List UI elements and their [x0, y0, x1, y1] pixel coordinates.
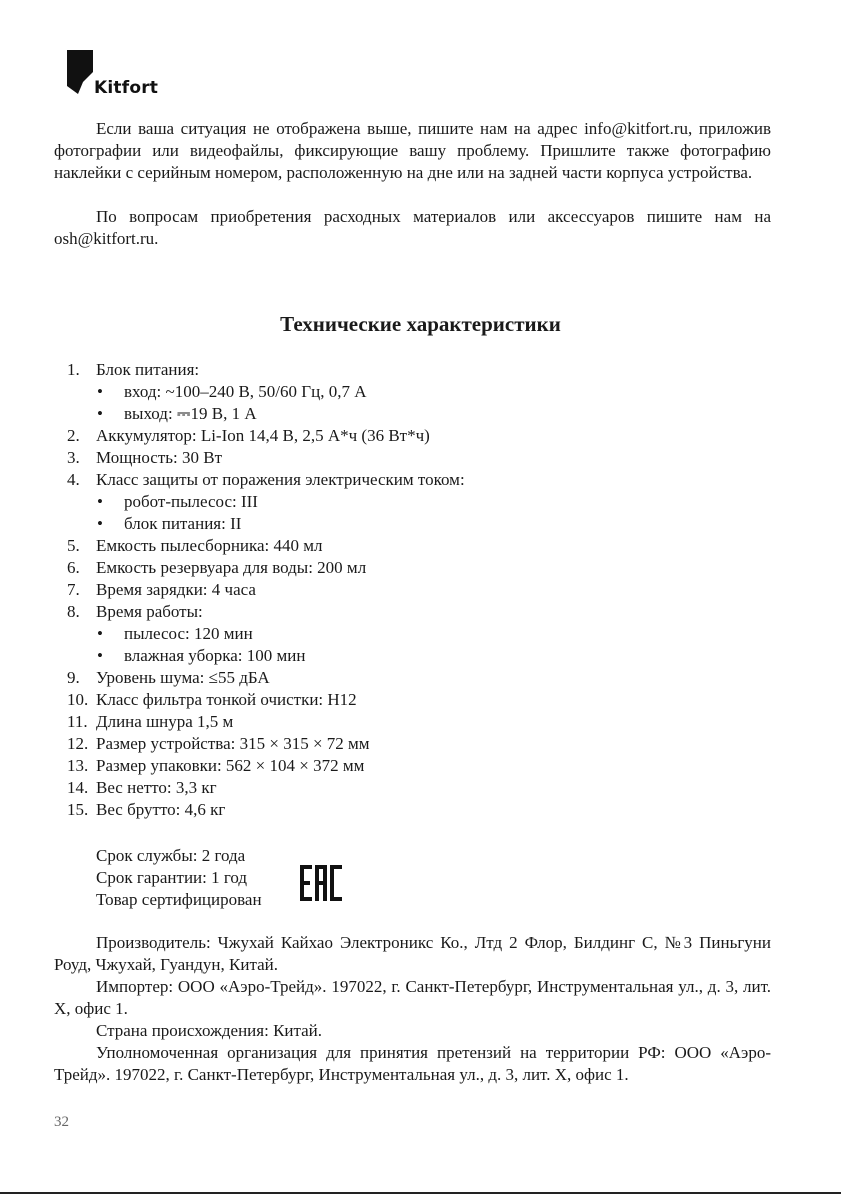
authorized-organization-info: Уполномоченная организация для принятия претензий на территории РФ: ООО «Аэро-Трейд». 197022, г. Санкт-Петербург, Инструментальная ул., д. 3, лит. Х, офис 1. [54, 1043, 771, 1084]
spec-number: 9. [67, 668, 80, 687]
spec-subitem-text: вход: ~100–240 В, 50/60 Гц, 0,7 А [124, 382, 367, 401]
spec-text: Емкость резервуара для воды: 200 мл [96, 558, 367, 577]
kitfort-logo [67, 50, 177, 100]
spec-number: 15. [67, 800, 89, 819]
bullet: • [97, 646, 103, 665]
spec-number: 11. [67, 712, 88, 731]
page-title: Технические характеристики [280, 312, 561, 336]
certification-note: Товар сертифицирован [96, 890, 262, 909]
spec-subitem-text: выход: ⎓19 В, 1 А [124, 404, 257, 423]
spec-text: Время зарядки: 4 часа [96, 580, 256, 599]
spec-number: 5. [67, 536, 80, 555]
spec-item [67, 579, 787, 601]
spec-subitem [67, 513, 787, 535]
spec-text: Длина шнура 1,5 м [96, 712, 234, 731]
spec-number: 8. [67, 602, 80, 621]
spec-text: Время работы: [96, 602, 203, 621]
spec-text: Мощность: 30 Вт [96, 448, 223, 467]
service-life: Срок службы: 2 года [96, 846, 246, 865]
spec-item [67, 557, 787, 579]
spec-item [67, 667, 787, 689]
page-number: 32 [54, 1114, 69, 1130]
spec-subitem [67, 623, 787, 645]
eac-mark-icon [300, 865, 342, 901]
bullet: • [97, 382, 103, 401]
spec-text: Класс защиты от поражения электрическим током: [96, 470, 465, 489]
spec-subitem [67, 381, 787, 403]
spec-item [67, 447, 787, 469]
spec-text: Блок питания: [96, 360, 200, 379]
spec-item [67, 711, 787, 733]
spec-item [67, 359, 787, 381]
spec-item [67, 799, 787, 821]
logo-wordmark: Kitfort [94, 78, 159, 98]
bullet: • [97, 492, 103, 511]
spec-number: 3. [67, 448, 80, 467]
spec-subitem-text: влажная уборка: 100 мин [124, 646, 306, 665]
terms-block [96, 845, 262, 911]
spec-subitem-text: робот-пылесос: III [124, 492, 258, 511]
spec-subitem-text: пылесос: 120 мин [124, 624, 253, 643]
spec-text: Емкость пылесборника: 440 мл [96, 536, 323, 555]
spec-number: 13. [67, 756, 89, 775]
warranty-period: Срок гарантии: 1 год [96, 868, 248, 887]
spec-subitem [67, 491, 787, 513]
spec-text: Размер упаковки: 562 × 104 × 372 мм [96, 756, 365, 775]
spec-number: 12. [67, 734, 89, 753]
spec-text: Уровень шума: ≤55 дБА [96, 668, 270, 687]
spec-number: 6. [67, 558, 80, 577]
spec-text: Класс фильтра тонкой очистки: H12 [96, 690, 357, 709]
spec-item [67, 425, 787, 447]
spec-item [67, 535, 787, 557]
spec-item [67, 733, 787, 755]
contact-paragraph: Если ваша ситуация не отображена выше, пишите нам на адрес info@kitfort.ru, приложив фотографии или видеофайлы, фиксирующие вашу проблему. Пришлите также фотографию наклейки с серийным номером, расположенную на дне или на задней части корпуса устройства. [54, 119, 771, 182]
origin-info: Страна происхождения: Китай. [96, 1021, 323, 1040]
bullet: • [97, 624, 103, 643]
spec-number: 4. [67, 470, 80, 489]
spec-number: 7. [67, 580, 80, 599]
spec-item [67, 601, 787, 623]
spec-item [67, 777, 787, 799]
spec-subitem [67, 645, 787, 667]
accessories-paragraph: По вопросам приобретения расходных материалов или аксессуаров пишите нам на osh@kitfort.ru. [54, 207, 771, 248]
kitfort-logo-icon [67, 50, 93, 96]
bullet: • [97, 404, 103, 423]
spec-subitem [67, 403, 787, 425]
manufacturer-info: Производитель: Чжухай Кайхао Электроникс Ко., Лтд 2 Флор, Билдинг С, №3 Пиньгуни Роуд, Чжухай, Гуандун, Китай. [54, 933, 771, 974]
spec-text: Вес нетто: 3,3 кг [96, 778, 217, 797]
spec-item [67, 755, 787, 777]
spec-number: 14. [67, 778, 89, 797]
spec-subitem-text: блок питания: II [124, 514, 242, 533]
bullet: • [97, 514, 103, 533]
specifications-list [67, 359, 787, 821]
spec-text: Аккумулятор: Li-Ion 14,4 В, 2,5 А*ч (36 Вт*ч) [96, 426, 430, 445]
spec-item [67, 689, 787, 711]
spec-number: 10. [67, 690, 89, 709]
spec-number: 1. [67, 360, 80, 379]
spec-text: Вес брутто: 4,6 кг [96, 800, 226, 819]
spec-number: 2. [67, 426, 80, 445]
spec-text: Размер устройства: 315 × 315 × 72 мм [96, 734, 370, 753]
importer-info: Импортер: ООО «Аэро-Трейд». 197022, г. Санкт-Петербург, Инструментальная ул., д. 3, лит. Х, офис 1. [54, 977, 771, 1018]
spec-item [67, 469, 787, 491]
